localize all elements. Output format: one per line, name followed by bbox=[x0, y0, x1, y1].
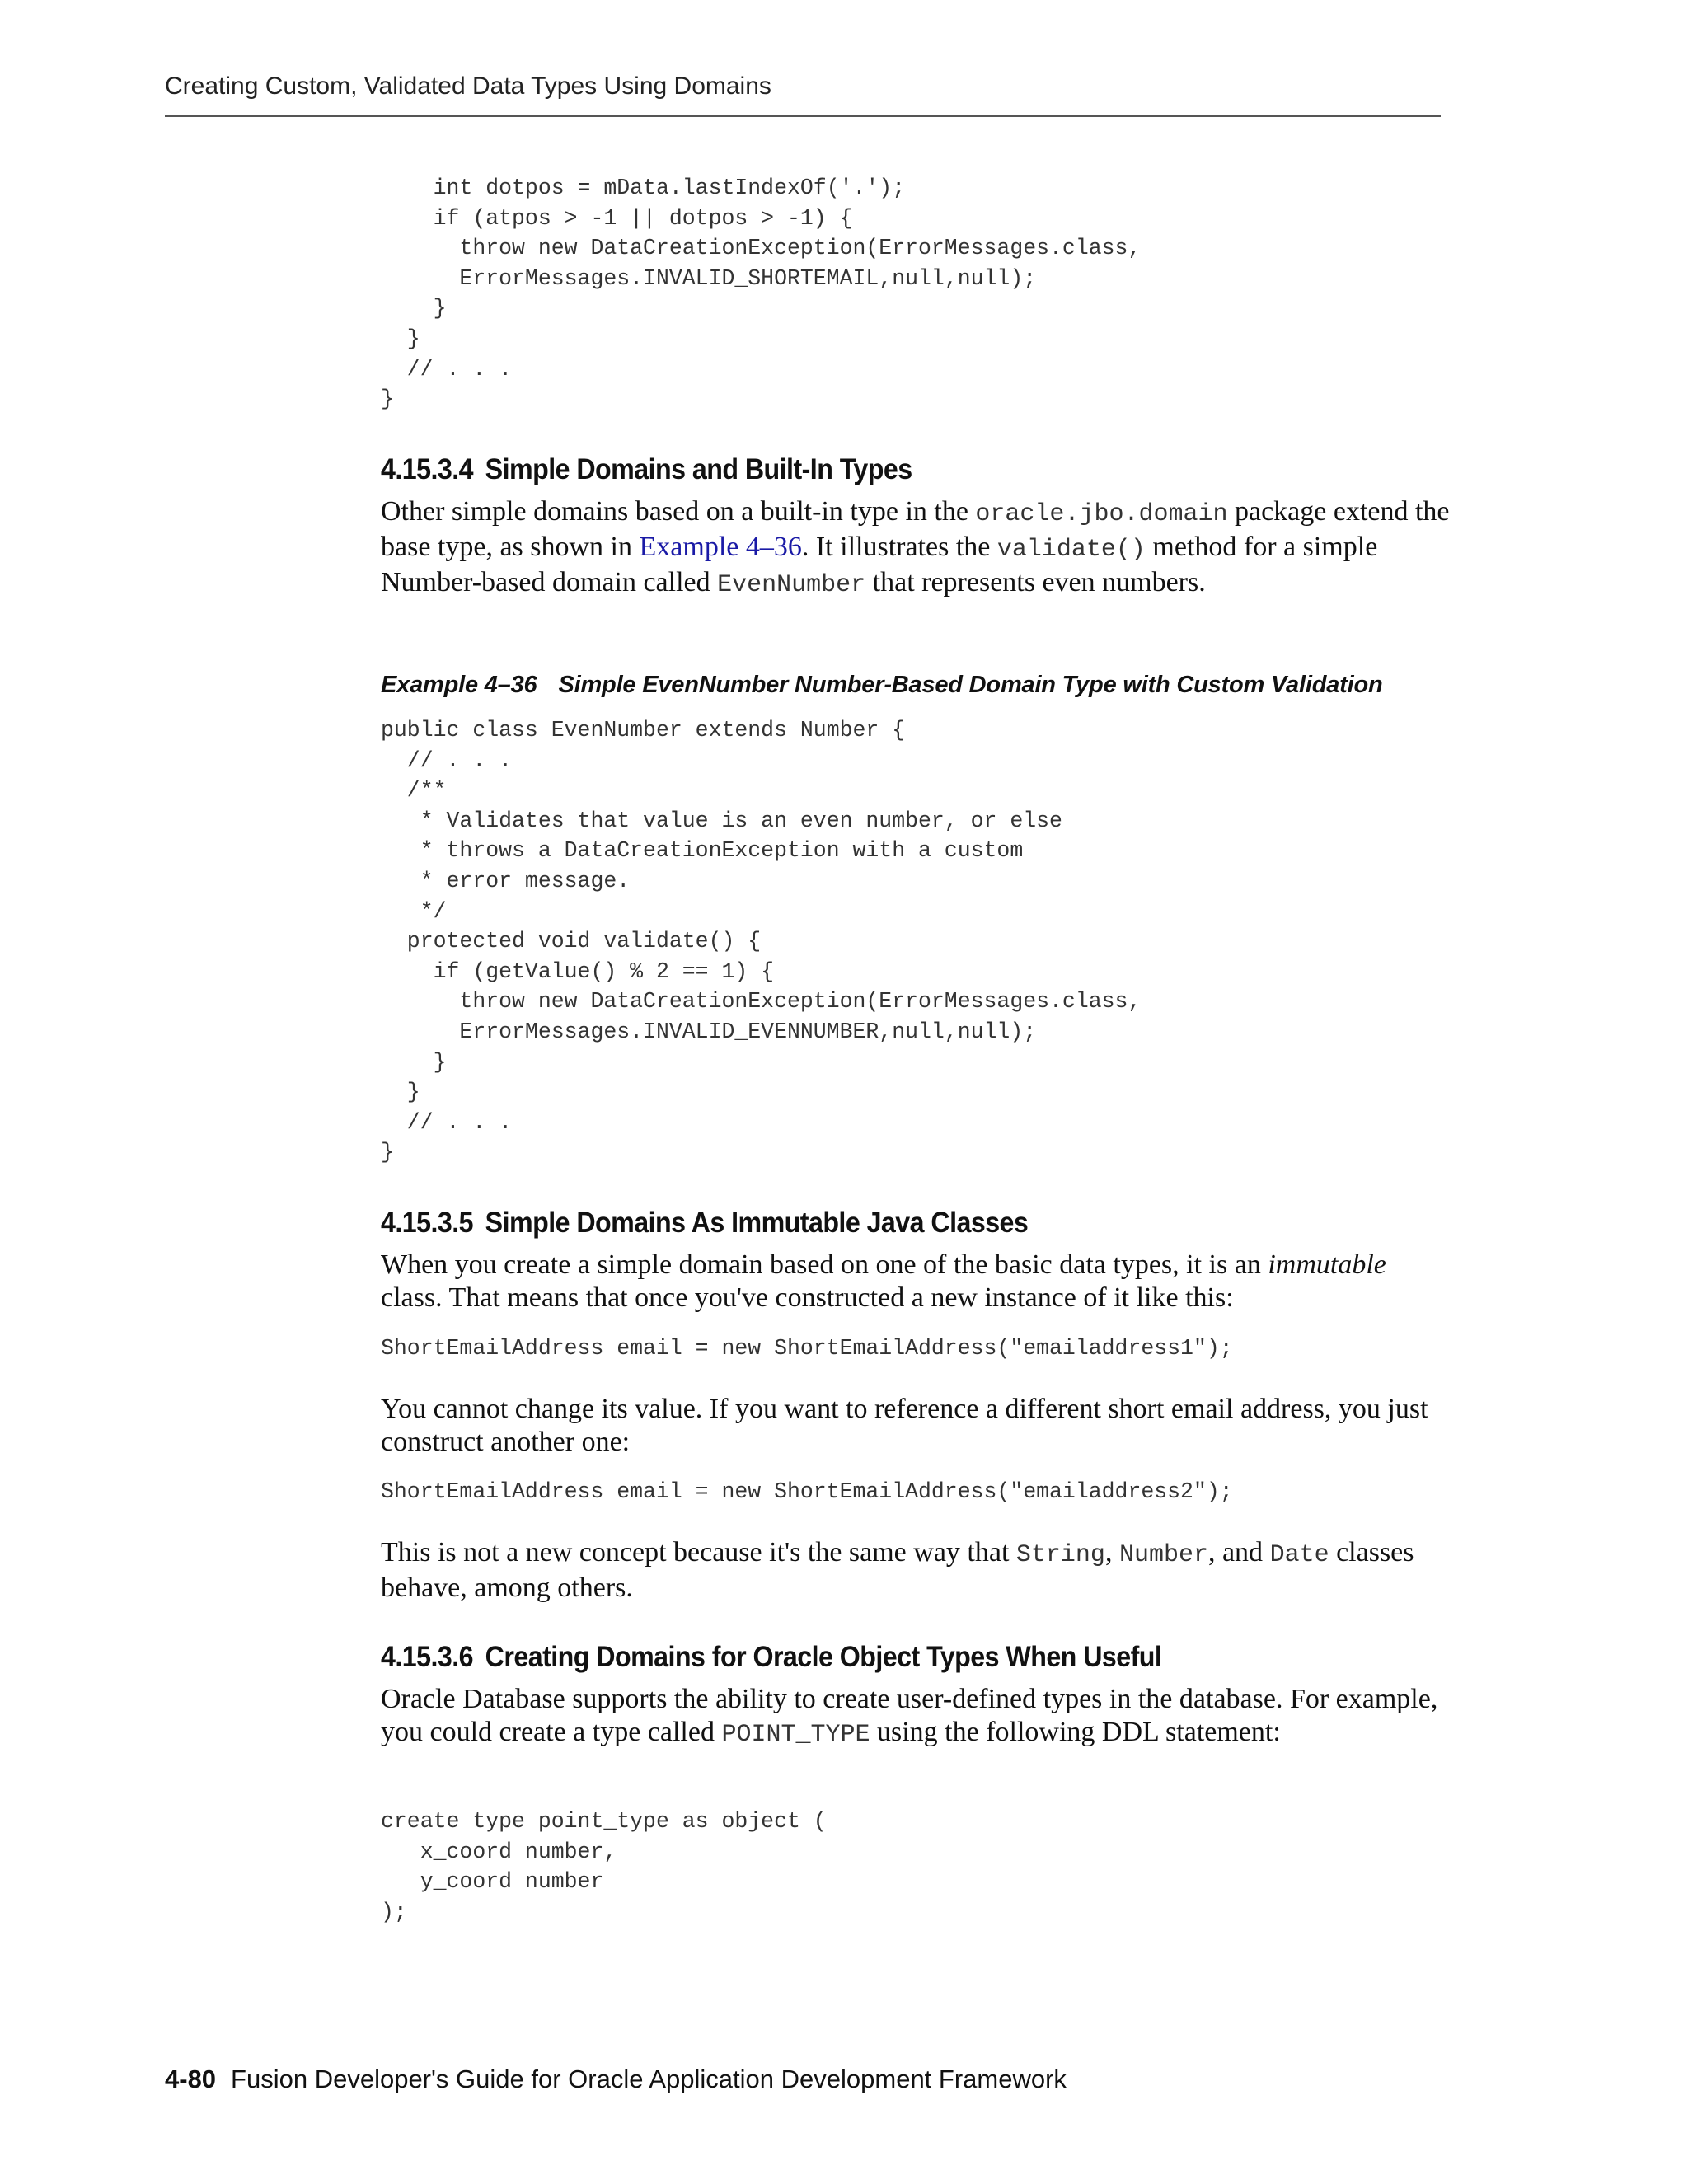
paragraph-simple-domains bbox=[381, 495, 1452, 602]
text-run: classes behave, among others. bbox=[381, 1537, 1414, 1603]
section-heading-4-15-3-5 bbox=[381, 1207, 1028, 1240]
section-title: Simple Domains As Immutable Java Classes bbox=[485, 1207, 1029, 1239]
code-block-top: int dotpos = mData.lastIndexOf('.'); if (atpos > -1 || dotpos > -1) { throw new DataCreationException(ErrorMessages.class, ErrorMessages.INVALID_SHORTEMAIL,null,null); } } // . . . } bbox=[381, 176, 1142, 412]
text-run: using the following DDL statement: bbox=[870, 1717, 1281, 1747]
code-line-email2: ShortEmailAddress email = new ShortEmailAddress("emailaddress2"); bbox=[381, 1479, 1233, 1504]
inline-code: oracle.jbo.domain bbox=[975, 500, 1228, 528]
paragraph-oracle-object-types bbox=[381, 1683, 1452, 1751]
page-footer bbox=[165, 2064, 1067, 2094]
running-header: Creating Custom, Validated Data Types Using Domains bbox=[165, 73, 771, 100]
inline-code: validate() bbox=[996, 536, 1146, 564]
inline-code: Number bbox=[1118, 1541, 1208, 1569]
section-title: Creating Domains for Oracle Object Types When Useful bbox=[485, 1641, 1162, 1673]
section-number: 4.15.3.6 bbox=[381, 1641, 473, 1673]
emphasis: immutable bbox=[1268, 1249, 1386, 1280]
inline-code: POINT_TYPE bbox=[721, 1721, 870, 1749]
book-title: Fusion Developer's Guide for Oracle Application Development Framework bbox=[231, 2064, 1067, 2093]
text-run: class. That means that once you've constructed a new instance of it like this: bbox=[381, 1282, 1234, 1313]
header-rule bbox=[165, 115, 1441, 117]
paragraph-not-new-concept bbox=[381, 1536, 1452, 1605]
section-title: Simple Domains and Built-In Types bbox=[485, 453, 912, 485]
section-number: 4.15.3.4 bbox=[381, 453, 473, 485]
section-heading-4-15-3-6 bbox=[381, 1641, 1161, 1674]
text-run: Other simple domains based on a built-in type in the bbox=[381, 496, 976, 527]
text-run: . It illustrates the bbox=[801, 532, 997, 562]
inline-code: Date bbox=[1269, 1541, 1329, 1569]
text-run: When you create a simple domain based on one of the basic data types, it is an bbox=[381, 1249, 1268, 1280]
section-heading-4-15-3-4 bbox=[381, 453, 912, 486]
text-run: Oracle Database supports the ability to create user-defined types in the database. For example, you could create a type called bbox=[381, 1684, 1438, 1747]
example-caption bbox=[381, 672, 1383, 699]
text-run: method for a simple Number-based domain called bbox=[381, 532, 1378, 598]
text-run: , and bbox=[1207, 1537, 1270, 1568]
paragraph-change-value: You cannot change its value. If you want to reference a different short email address, you just construct another one: bbox=[381, 1394, 1428, 1457]
example-title: Simple EvenNumber Number-Based Domain Type with Custom Validation bbox=[558, 672, 1383, 698]
text-run: that represents even numbers. bbox=[865, 567, 1206, 598]
inline-code: EvenNumber bbox=[717, 571, 866, 599]
paragraph-immutable bbox=[381, 1249, 1452, 1315]
page-number: 4-80 bbox=[165, 2064, 217, 2093]
section-number: 4.15.3.5 bbox=[381, 1207, 473, 1239]
inline-code: String bbox=[1015, 1541, 1105, 1569]
example-link[interactable]: Example 4–36 bbox=[639, 532, 802, 562]
text-run: This is not a new concept because it's the same way that bbox=[381, 1537, 1016, 1568]
code-block-example-4-36: public class EvenNumber extends Number { // . . . /** * Validates that value is an even number, or else * throws a DataCreationException with a custom * error message. */ protected void validate() { if (getValue() % 2 == 1) { throw new DataCreationException(ErrorMessages.class, ErrorMessages.INVALID_EVENNUMBER,null,null); } } // . . . } bbox=[381, 718, 1142, 1165]
example-label: Example 4–36 bbox=[381, 672, 537, 698]
code-line-email1: ShortEmailAddress email = new ShortEmailAddress("emailaddress1"); bbox=[381, 1336, 1233, 1361]
code-block-point-type: create type point_type as object ( x_coord number, y_coord number ); bbox=[381, 1809, 827, 1924]
text-run: , bbox=[1104, 1537, 1119, 1568]
text-run: package extend the base type, as shown in bbox=[381, 496, 1450, 562]
